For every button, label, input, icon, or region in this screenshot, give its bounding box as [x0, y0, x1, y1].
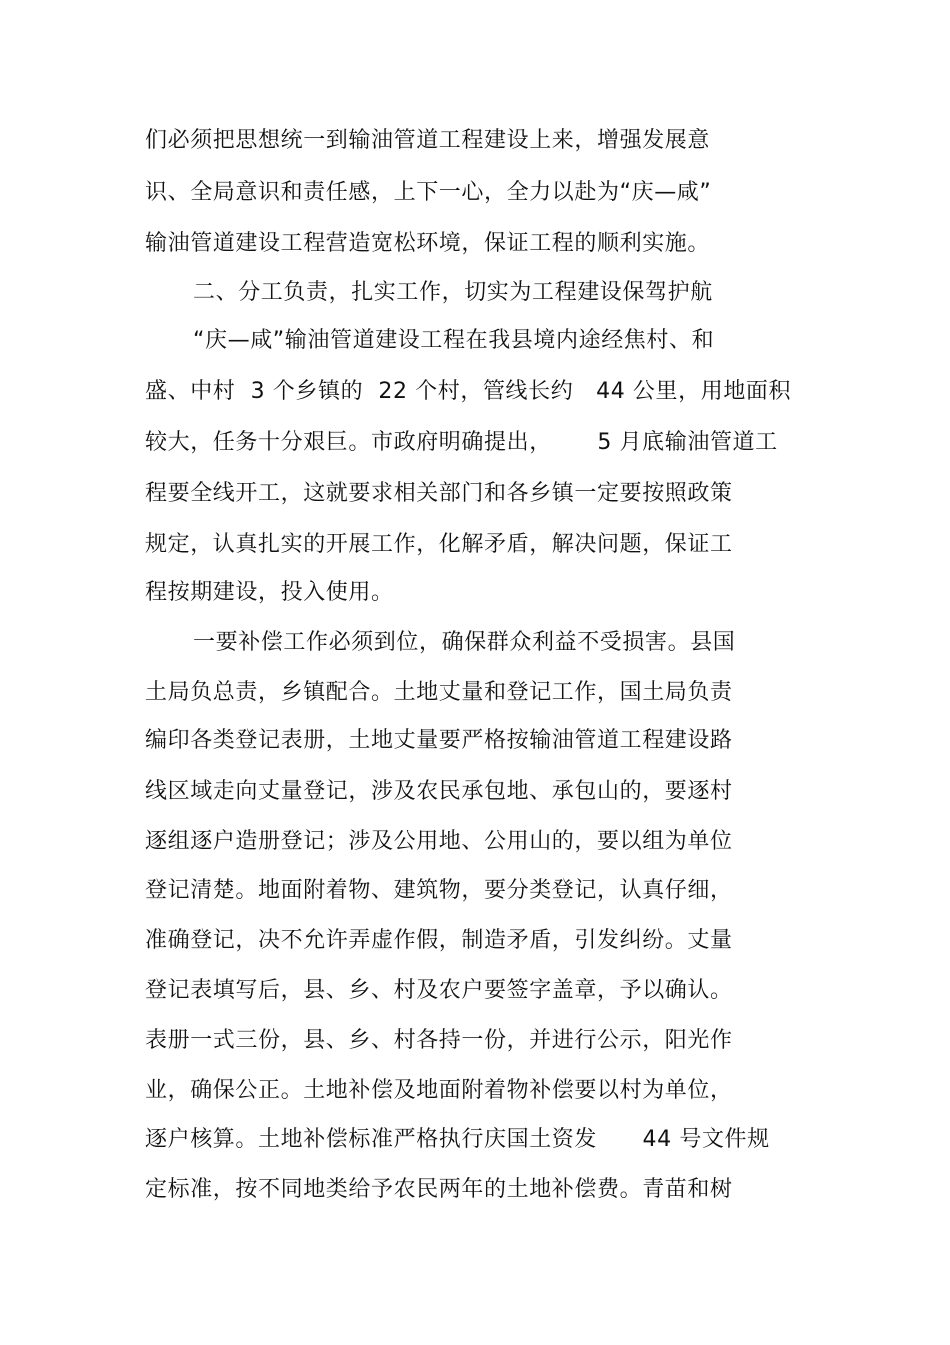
text-line: 较大，任务十分艰巨。市政府明确提出， 5 月底输油管道工 [145, 430, 778, 455]
text-line: 业，确保公正。土地补偿及地面附着物补偿要以村为单位， [145, 1078, 733, 1103]
text-line: 线区域走向丈量登记，涉及农民承包地、承包山的，要逐村 [145, 779, 733, 804]
text-line: 土局负总责，乡镇配合。土地丈量和登记工作，国土局负责 [145, 680, 733, 705]
text-line: 程要全线开工，这就要求相关部门和各乡镇一定要按照政策 [145, 481, 733, 506]
text-line: 盛、中村 3 个乡镇的 22 个村，管线长约 44 公里，用地面积 [145, 379, 792, 404]
text-line: 规定，认真扎实的开展工作，化解矛盾，解决问题，保证工 [145, 532, 733, 557]
text-line: 编印各类登记表册，土地丈量要严格按输油管道工程建设路 [145, 728, 733, 753]
text-line: 程按期建设，投入使用。 [145, 580, 394, 605]
section-heading: 二、分工负责，扎实工作，切实为工程建设保驾护航 [193, 280, 713, 305]
text-line: 定标准，按不同地类给予农民两年的土地补偿费。青苗和树 [145, 1177, 733, 1202]
text-line: 准确登记，决不允许弄虚作假，制造矛盾，引发纠纷。丈量 [145, 928, 733, 953]
text-line: 逐组逐户造册登记；涉及公用地、公用山的，要以组为单位 [145, 829, 733, 854]
text-line: 一要补偿工作必须到位，确保群众利益不受损害。县国 [193, 630, 736, 655]
text-line: 们必须把思想统一到输油管道工程建设上来，增强发展意 [145, 128, 711, 153]
text-line: “庆—咸”输油管道建设工程在我县境内途经焦村、和 [193, 328, 715, 353]
text-line: 登记表填写后，县、乡、村及农户要签字盖章，予以确认。 [145, 978, 733, 1003]
text-line: 逐户核算。土地补偿标准严格执行庆国土资发 44 号文件规 [145, 1127, 770, 1152]
text-line: 识、全局意识和责任感，上下一心，全力以赴为“庆—咸” [145, 180, 712, 205]
text-line: 表册一式三份，县、乡、村各持一份，并进行公示，阳光作 [145, 1028, 733, 1053]
text-line: 输油管道建设工程营造宽松环境，保证工程的顺利实施。 [145, 231, 711, 256]
text-line: 登记清楚。地面附着物、建筑物，要分类登记，认真仔细， [145, 878, 733, 903]
